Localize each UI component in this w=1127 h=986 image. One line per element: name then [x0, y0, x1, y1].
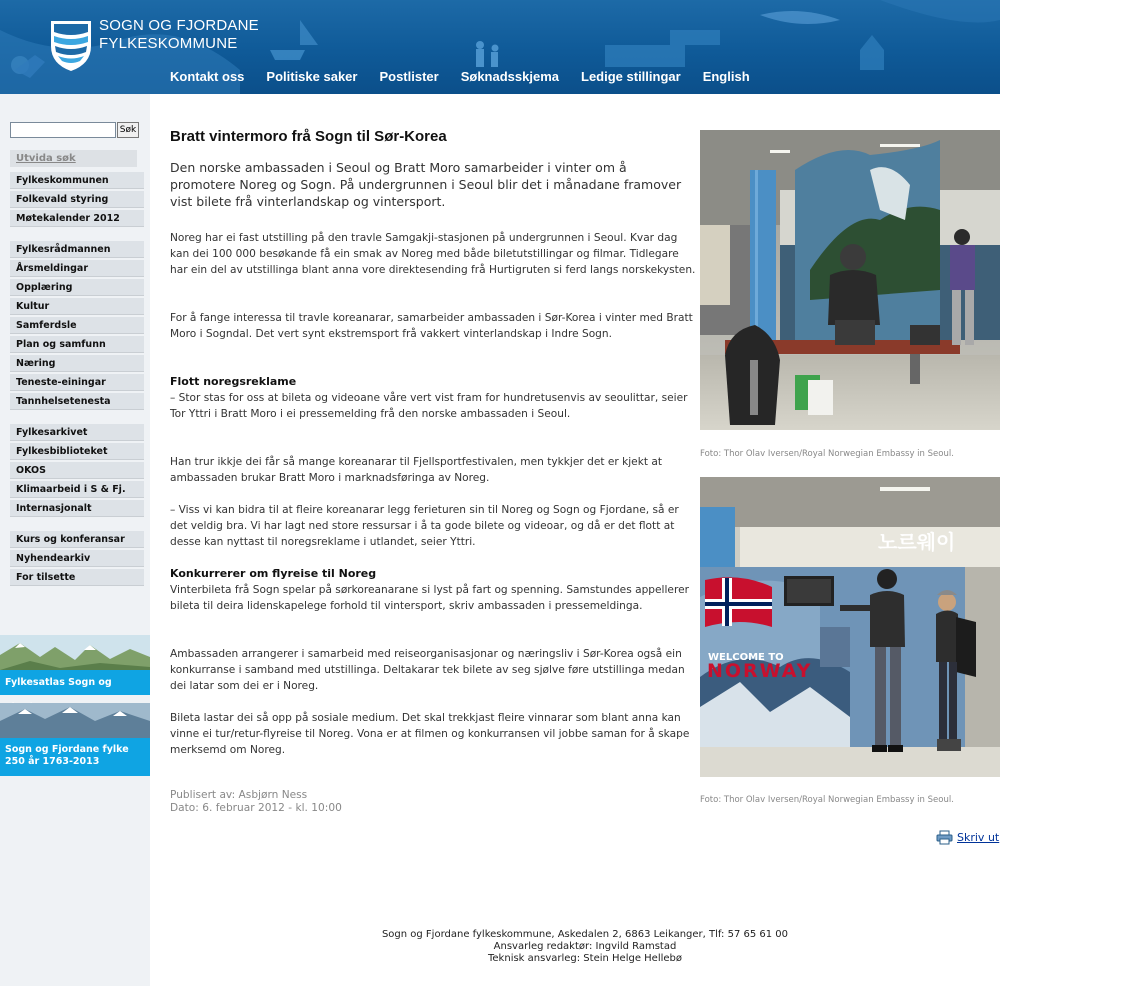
sidebar-item-kurs-og-konferansar[interactable]: Kurs og konferansar	[10, 531, 144, 548]
sidebar-item-samferdsle[interactable]: Samferdsle	[10, 317, 144, 334]
sidebar-item-opplaering[interactable]: Opplæring	[10, 279, 144, 296]
print-link[interactable]	[936, 830, 999, 845]
sidebar-item-fylkeskommunen[interactable]: Fylkeskommunen	[10, 172, 144, 189]
banner-250-ar[interactable]	[0, 703, 150, 776]
nav-kontakt-oss[interactable]: Kontakt oss	[170, 69, 245, 84]
nav-politiske-saker[interactable]: Politiske saker	[266, 69, 358, 84]
footer-address: Sogn og Fjordane fylkeskommune, Askedalen 2, 6863 Leikanger, Tlf: 57 65 61 00	[381, 929, 789, 940]
footer-technical: Teknisk ansvarleg: Stein Helge Hellebø	[488, 953, 682, 964]
banner-250-ar-image	[0, 703, 150, 738]
article-paragraph: Noreg har ei fast utstilling på den travle Samgakji-stasjonen på undergrunnen i Seoul. Kvar dag kan dei 100 000 besøkande få ein smak av Noreg med både biletutstillingar og filmar. Tidlegare har ein del av utstillinga blant anna vore direktesending frå Hurtigruten si ferd langs norskekysten.	[170, 232, 696, 276]
article-subheading-section	[170, 374, 698, 422]
norway-flag-icon	[705, 577, 772, 627]
photo-welcome-to-norway	[700, 477, 1000, 777]
banner-250-ar-line1: Sogn og Fjordane fylke	[5, 744, 129, 755]
advanced-search-link[interactable]: Utvida søk	[10, 150, 137, 167]
article-subheading-section	[170, 566, 698, 614]
banner-250-ar-line2: 250 år 1763-2013	[5, 756, 100, 767]
sidebar-group-2	[10, 241, 144, 412]
search-button[interactable]: Søk	[117, 122, 139, 138]
sidebar-item-kultur[interactable]: Kultur	[10, 298, 144, 315]
sidebar-item-for-tilsette[interactable]: For tilsette	[10, 569, 144, 586]
sidebar-item-fylkesradmannen[interactable]: Fylkesrådmannen	[10, 241, 144, 258]
article-paragraph: – Stor stas for oss at bileta og videoane våre vert vist fram for hundretusenvis av seoulittar, seier Tor Yttri i Bratt Moro i ei pressemelding frå den norske ambassaden i Seoul.	[170, 392, 688, 420]
print-button[interactable]: Skriv ut	[957, 831, 1000, 844]
sidebar	[0, 94, 150, 986]
article	[170, 128, 698, 756]
photo-caption: Foto: Thor Olav Iversen/Royal Norwegian Embassy in Seoul.	[700, 449, 954, 459]
sidebar-item-arsmeldingar[interactable]: Årsmeldingar	[10, 260, 144, 277]
sidebar-item-folkevald-styring[interactable]: Folkevald styring	[10, 191, 144, 208]
photo-subway-station	[700, 130, 1000, 430]
sidebar-item-okos[interactable]: OKOS	[10, 462, 144, 479]
printer-icon[interactable]	[936, 830, 953, 845]
article-paragraph: – Viss vi kan bidra til at fleire koreanarar legg ferieturen sin til Noreg og Sogn og Fjordane, så er det veldig bra. Vi har lagt ned store ressursar i å ta gode bilete og videoar, og då er det flott at desse kan nyttast til noregsreklame i utlandet, seier Yttri.	[170, 504, 679, 548]
photo-welcome-to-norway-image	[700, 477, 1000, 777]
footer	[150, 929, 1020, 965]
sidebar-item-fylkesbiblioteket[interactable]: Fylkesbiblioteket	[10, 443, 144, 460]
published-date: Dato: 6. februar 2012 - kl. 10:00	[170, 802, 342, 814]
sidebar-item-fylkesarkivet[interactable]: Fylkesarkivet	[10, 424, 144, 441]
photo-subway-station-image	[700, 130, 1000, 430]
sidebar-item-teneste-einingar[interactable]: Teneste-einingar	[10, 374, 144, 391]
sign-korean: 노르웨이	[878, 530, 956, 554]
article-paragraph: Bileta lastar dei så opp på sosiale medium. Det skal trekkjast fleire vinnarar som blant anna kan vinne ei tur/retur-flyreise til Noreg. Vona er at filmen og konkurransen vil jobbe saman for å skape merksemd om Noreg.	[170, 712, 690, 756]
article-paragraph: Vinterbileta frå Sogn spelar på sørkoreanarane si lyst på fart og spenning. Samstundes appellerer bileta til deira lidenskapelege forhold til vintersport, skriv ambassaden i pressemeldinga.	[170, 584, 689, 612]
sidebar-item-klimaarbeid[interactable]: Klimaarbeid i S & Fj.	[10, 481, 144, 498]
sidebar-group-4	[10, 531, 144, 588]
photo-caption: Foto: Thor Olav Iversen/Royal Norwegian Embassy in Seoul.	[700, 795, 954, 805]
search-input[interactable]	[10, 122, 116, 138]
banner-250-ar-label	[0, 738, 150, 776]
sidebar-group-1	[10, 172, 144, 229]
logo-line2: FYLKESKOMMUNE	[99, 35, 238, 52]
site-header	[0, 0, 1000, 94]
article-paragraph: Ambassaden arrangerer i samarbeid med reiseorganisasjonar og næringsliv i Sør-Korea også ein konkurranse i samband med utstillinga. Deltakarar tek bilete av seg sjølve føre utstillinga medan dei latar som dei er i Noreg.	[170, 648, 685, 692]
sidebar-item-plan-og-samfunn[interactable]: Plan og samfunn	[10, 336, 144, 353]
logo-text[interactable]	[99, 17, 259, 53]
article-paragraph: Han trur ikkje dei får så mange koreanarar til Fjellsportfestivalen, men tykkjer det er kjekt at ambassaden brukar Bratt Moro i marknadsføringa av Noreg.	[170, 456, 662, 484]
logo-line1: SOGN OG FJORDANE	[99, 17, 259, 34]
banner-fylkesatlas-image	[0, 635, 150, 670]
sidebar-item-nyhendearkiv[interactable]: Nyhendearkiv	[10, 550, 144, 567]
publish-info	[170, 789, 342, 815]
sign-norway: NORWAY	[707, 660, 813, 682]
article-title: Bratt vintermoro frå Sogn til Sør-Korea	[170, 128, 447, 145]
sidebar-item-tannhelsetenesta[interactable]: Tannhelsetenesta	[10, 393, 144, 410]
nav-english[interactable]: English	[702, 69, 750, 84]
article-lead: Den norske ambassaden i Seoul og Bratt Moro samarbeider i vinter om å promotere Noreg og Sogn. På undergrunnen i Seoul blir det i månadane framover vist bilete frå vinterlandskap og vintersport.	[170, 160, 682, 209]
banner-fylkesatlas-label: Fylkesatlas Sogn og	[0, 670, 150, 695]
sidebar-item-motekalender[interactable]: Møtekalender 2012	[10, 210, 144, 227]
logo-shield-icon[interactable]	[50, 20, 92, 72]
nav-soknadsskjema[interactable]: Søknadsskjema	[460, 69, 559, 84]
published-by: Publisert av: Asbjørn Ness	[170, 789, 308, 801]
article-paragraph: For å fange interessa til travle koreanarar, samarbeider ambassaden i Sør-Korea i vinter med Bratt Moro i Sogndal. Det vert synt ekstremsport frå vakkert vinterlandskap i Indre Sogn.	[170, 312, 693, 340]
sidebar-item-internasjonalt[interactable]: Internasjonalt	[10, 500, 144, 517]
footer-editor: Ansvarleg redaktør: Ingvild Ramstad	[493, 941, 677, 952]
sidebar-group-3	[10, 424, 144, 519]
sign-welcome-to: WELCOME TO	[708, 652, 784, 663]
top-navigation	[170, 69, 750, 84]
article-subheading: Konkurrerer om flyreise til Noreg	[170, 567, 377, 580]
nav-postlister[interactable]: Postlister	[379, 69, 439, 84]
sidebar-item-naering[interactable]: Næring	[10, 355, 144, 372]
nav-ledige-stillingar[interactable]: Ledige stillingar	[581, 69, 681, 84]
banner-fylkesatlas[interactable]	[0, 635, 150, 695]
article-subheading: Flott noregsreklame	[170, 375, 297, 388]
